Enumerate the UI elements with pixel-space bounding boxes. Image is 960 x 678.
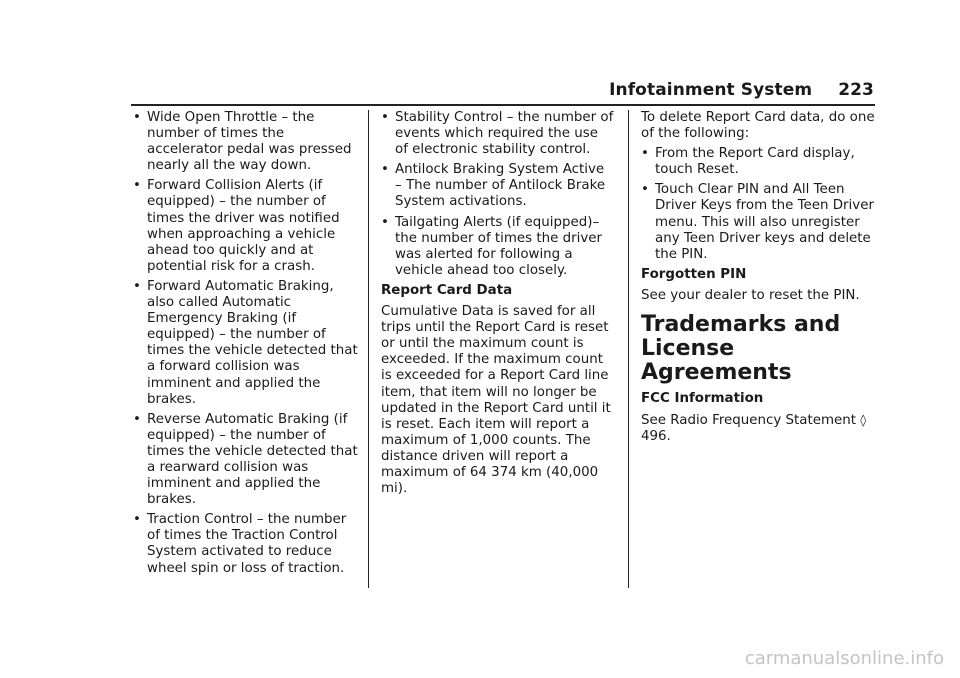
paragraph-forgotten-pin: See your dealer to reset the PIN. [641,287,860,303]
section-title: Infotainment System [609,80,813,100]
section-heading-trademarks: Trademarks and License Agreements [641,312,841,386]
paragraph-delete-intro: To delete Report Card data, do one of the following: [641,110,875,142]
list-item: • Touch Clear PIN and All Teen Driver Keys from the Teen Driver menu. This will also unregister any Teen Driver keys and delete the PIN. [641,182,874,262]
list-item: • Stability Control – the number of events which required the use of electronic stability control. [381,110,614,158]
subheading-fcc: FCC Information [641,391,764,407]
watermark: carmanualsonline.info [744,648,944,669]
list-item: • From the Report Card display, touch Reset. [641,146,855,178]
column-3 [641,110,875,449]
bullet-icon: • [133,278,141,294]
page-header [600,80,874,100]
list-item: • Tailgating Alerts (if equipped)– the number of times the driver was alerted for following a vehicle ahead too closely. [381,214,603,278]
list-item: • Traction Control – the number of times the Traction Control System activated to reduce wheel spin or loss of traction. [133,512,347,576]
bullet-icon: • [381,214,389,230]
bullet-icon: • [133,512,141,528]
subheading-forgotten-pin: Forgotten PIN [641,266,747,282]
bullet-icon: • [133,411,141,427]
column-divider [368,110,369,588]
list-item: • Reverse Automatic Braking (if equipped) – the number of times the vehicle detected that a rearward collision was imminent and applied the brakes. [133,411,358,508]
bullet-icon: • [133,178,141,194]
list-item: • Forward Collision Alerts (if equipped) – the number of times the driver was notified when approaching a vehicle ahead too quickly and at potential risk for a crash. [133,178,340,274]
cross-reference-link[interactable]: 496. [641,429,671,445]
list-item: • Wide Open Throttle – the number of times the accelerator pedal was pressed nearly all the way down. [133,110,352,174]
subheading-report-card-data: Report Card Data [381,282,513,298]
bullet-icon: • [381,162,389,178]
header-rule [131,104,875,106]
bullet-icon: • [381,110,389,125]
page-number: 223 [838,80,874,100]
list-item: • Forward Automatic Braking, also called Automatic Emergency Braking (if equipped) – the number of times the vehicle detected that a forward collision was imminent and applied the brakes. [133,278,358,407]
column-2 [381,110,614,501]
column-1 [133,110,359,581]
paragraph-fcc: See Radio Frequency Statement ◊ 496. [641,413,867,445]
bullet-icon: • [641,146,649,162]
paragraph-report-card: Cumulative Data is saved for all trips until the Report Card is reset or until the maximum count is exceeded. If the maximum count is exceeded for a Report Card line item, that item will no longer be updated in the Report Card until it is reset. Each item will report a maximum of 1,000 counts. The distance driven will report a maximum of 64 374 km (40,000 mi). [381,304,611,497]
list-item: • Antilock Braking System Active – The number of Antilock Brake System activations. [381,162,606,210]
bullet-icon: • [133,110,141,125]
column-divider [628,110,629,588]
cross-reference-icon: ◊ [860,413,867,428]
bullet-icon: • [641,182,649,198]
